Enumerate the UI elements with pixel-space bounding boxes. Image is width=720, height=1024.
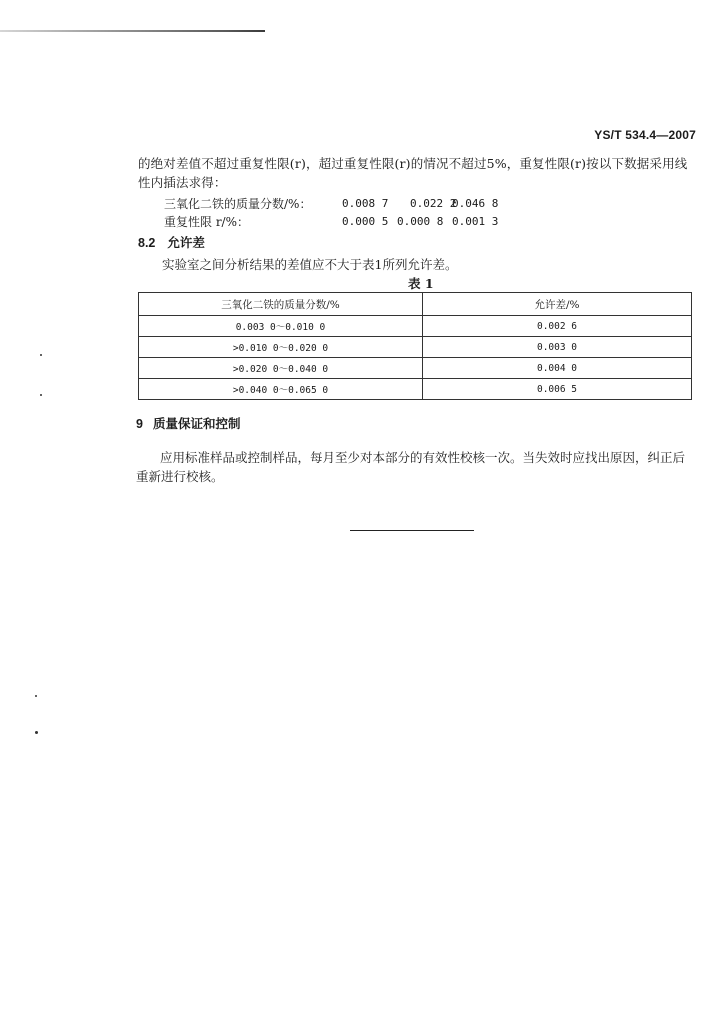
table-cell: 0.002 6 <box>423 316 692 337</box>
row-label: 重复性限 r/%： <box>164 215 249 229</box>
column-header: 允许差/% <box>423 293 692 316</box>
section-title: 允许差 <box>167 235 205 250</box>
table-header-row <box>139 293 692 316</box>
table-cell: >0.010 0～0.020 0 <box>139 337 423 358</box>
tolerance-table <box>138 292 692 400</box>
table-cell: >0.020 0～0.040 0 <box>139 358 423 379</box>
data-value: 0.000 5 <box>342 215 389 228</box>
section-number: 9 <box>136 417 143 431</box>
scan-speck <box>35 731 38 734</box>
section-9-text: 应用标准样品或控制样品，每月至少对本部分的有效性校核一次。当失效时应找出原因，纠正后重新进行校核。 <box>136 450 686 484</box>
section-9-heading <box>136 414 240 432</box>
scan-artifact-line <box>0 30 265 32</box>
end-of-text-rule <box>350 530 474 531</box>
table-row <box>139 337 692 358</box>
continued-paragraph: 的绝对差值不超过重复性限(r)，超过重复性限(r)的情况不超过5%，重复性限(r)按以下数据采用线性内插法求得： <box>138 156 688 190</box>
section-8-2-heading <box>138 233 205 251</box>
data-value: 0.046 8 <box>452 197 499 210</box>
row-label: 三氧化二铁的质量分数/%： <box>164 197 312 211</box>
section-8-2-text: 实验室之间分析结果的差值应不大于表1所列允许差。 <box>162 257 458 272</box>
table-cell: 0.003 0～0.010 0 <box>139 316 423 337</box>
table-row <box>139 379 692 400</box>
data-value: 0.000 8 <box>397 215 444 228</box>
table-caption: 表 1 <box>408 276 434 291</box>
column-header: 三氧化二铁的质量分数/% <box>139 293 423 316</box>
scan-speck <box>40 354 42 356</box>
data-value: 0.008 7 <box>342 197 389 210</box>
table-cell: >0.040 0～0.065 0 <box>139 379 423 400</box>
table-row <box>139 358 692 379</box>
table-cell: 0.004 0 <box>423 358 692 379</box>
table-cell: 0.003 0 <box>423 337 692 358</box>
standard-code: YS/T 534.4—2007 <box>594 128 696 142</box>
data-value: 0.001 3 <box>452 215 499 228</box>
data-value: 0.022 2 <box>410 197 457 210</box>
table-row <box>139 316 692 337</box>
scan-speck <box>40 394 42 396</box>
section-title: 质量保证和控制 <box>152 416 241 431</box>
scan-speck <box>35 695 37 697</box>
section-number: 8.2 <box>138 236 156 250</box>
table-cell: 0.006 5 <box>423 379 692 400</box>
